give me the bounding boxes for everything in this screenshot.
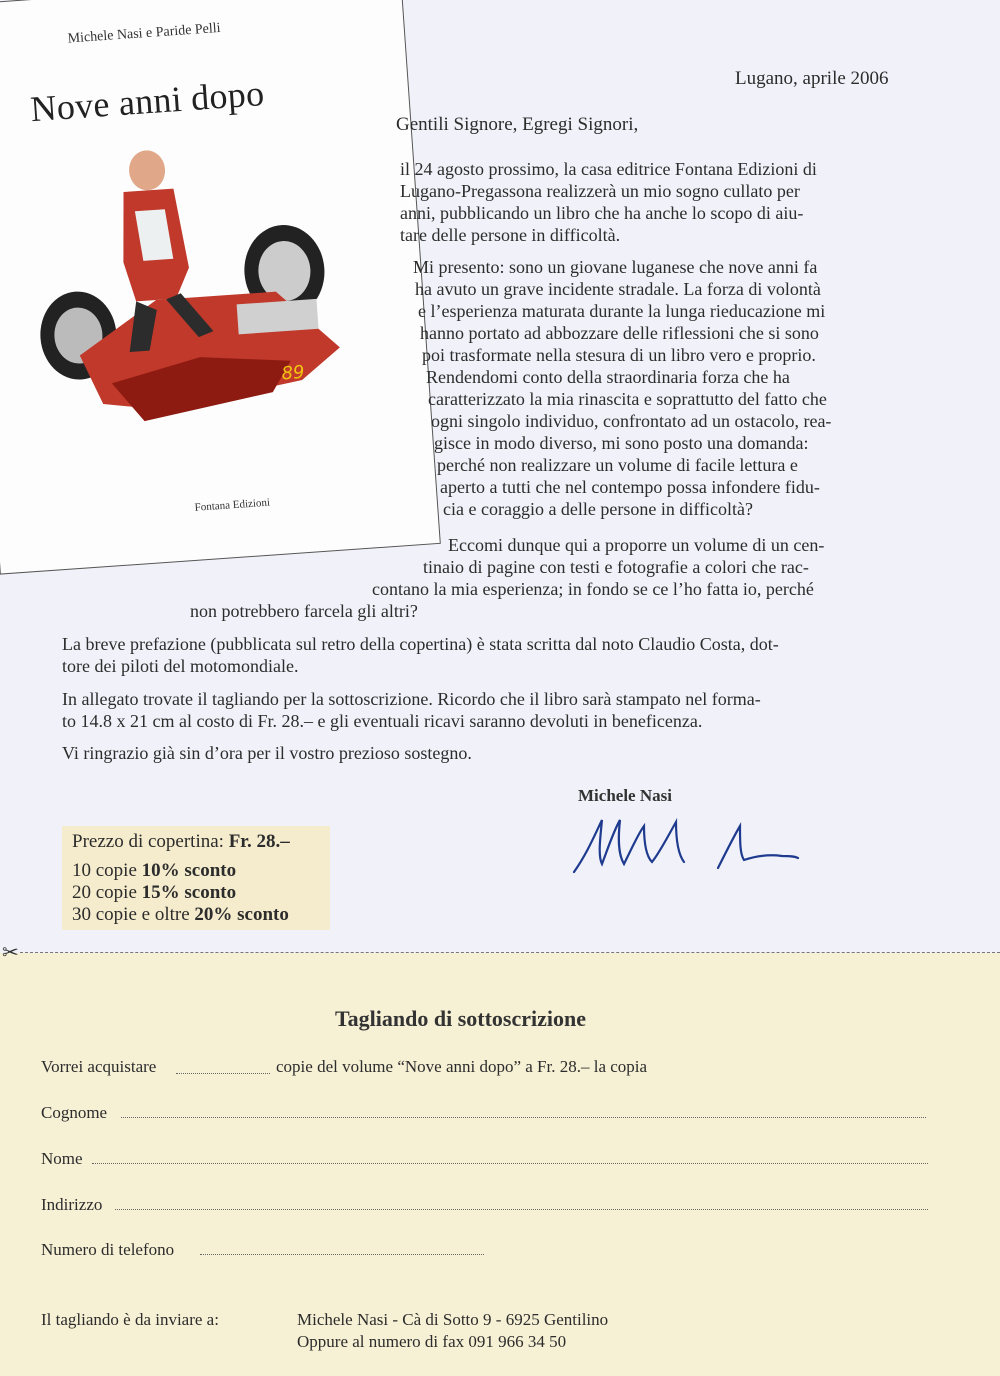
paragraph-6 [62, 742, 472, 764]
text-line: ogni singolo individuo, confrontato ad un ostacolo, rea- [431, 411, 832, 431]
discount-value: 15% sconto [141, 882, 237, 903]
address-field[interactable] [115, 1209, 928, 1210]
cover-publisher: Fontana Edizioni [194, 496, 271, 514]
letter-greeting: Gentili Signore, Egregi Signori, [396, 114, 639, 135]
send-address: Michele Nasi - Cà di Sotto 9 - 6925 Gentilino [297, 1310, 609, 1329]
letter-date: Lugano, aprile 2006 [735, 68, 889, 89]
motorcycle-rider-photo [26, 136, 367, 468]
text-line: La breve prefazione (pubblicata sul retro della copertina) è stata scritta dal noto Claudio Costa, dot- [62, 634, 779, 654]
text-line: tinaio di pagine con testi e fotografie a colori che rac- [423, 557, 809, 577]
send-fax: Oppure al numero di fax 091 966 34 50 [297, 1332, 567, 1351]
surname-label: Cognome [41, 1103, 108, 1122]
cover-title: Nove anni dopo [29, 73, 266, 130]
svg-text:89: 89 [280, 361, 306, 385]
text-line: contano la mia esperienza; in fondo se ce l’ho fatta io, perché [372, 579, 814, 599]
discount-qty: 30 copie e oltre [72, 904, 190, 925]
send-label: Il tagliando è da inviare a: [41, 1310, 219, 1329]
discount-row [72, 882, 236, 904]
scissors-icon: ✂ [2, 942, 19, 964]
text-line: poi trasformate nella stesura di un libro vero e proprio. [422, 345, 816, 365]
text-line: tare delle persone in difficoltà. [400, 225, 621, 245]
text-line: In allegato trovate il tagliando per la sottoscrizione. Ricordo che il libro sarà stampato nel forma- [62, 689, 761, 709]
text-line: aperto a tutti che nel contempo possa infondere fidu- [440, 477, 820, 497]
price-box [62, 826, 330, 930]
text-line: tore dei piloti del motomondiale. [62, 656, 299, 676]
paragraph-4 [62, 633, 779, 677]
coupon-title: Tagliando di sottoscrizione [335, 1006, 586, 1031]
handwritten-signature [568, 812, 808, 878]
book-cover [0, 0, 441, 575]
cut-line [20, 952, 1000, 953]
text-line: Lugano-Pregassona realizzerà un mio sogno cullato per [400, 181, 800, 201]
discount-qty: 10 copie [72, 860, 137, 881]
text-line: caratterizzato la mia rinascita e soprattutto del fatto che [428, 389, 827, 409]
text-line: cia e coraggio a delle persone in difficoltà? [443, 499, 754, 519]
cover-authors: Michele Nasi e Paride Pelli [67, 20, 222, 47]
cover-price-value: Fr. 28.– [228, 831, 290, 852]
text-line: Rendendomi conto della straordinaria forza che ha [426, 367, 790, 387]
text-line: gisce in modo diverso, mi sono posto una domanda: [434, 433, 809, 453]
text-line: perché non realizzare un volume di facile lettura e [437, 455, 798, 475]
text-line: anni, pubblicando un libro che ha anche lo scopo di aiu- [400, 203, 804, 223]
text-line: Mi presento: sono un giovane luganese che nove anni fa [413, 257, 818, 277]
name-field[interactable] [92, 1163, 928, 1164]
text-line: non potrebbero farcela gli altri? [190, 601, 418, 621]
text-line: to 14.8 x 21 cm al costo di Fr. 28.– e gli eventuali ricavi saranno devoluti in beneficenza. [62, 711, 703, 731]
cover-price-row [72, 831, 290, 853]
address-label: Indirizzo [41, 1195, 103, 1214]
cover-price-label: Prezzo di copertina: [72, 831, 224, 852]
text-line: il 24 agosto prossimo, la casa editrice Fontana Edizioni di [400, 159, 817, 179]
discount-row [72, 904, 289, 926]
text-line: Eccomi dunque qui a proporre un volume di un cen- [448, 535, 825, 555]
signature-name: Michele Nasi [578, 786, 672, 805]
phone-label: Numero di telefono [41, 1240, 175, 1259]
name-label: Nome [41, 1149, 83, 1168]
discount-value: 20% sconto [194, 904, 289, 925]
text-line: hanno portato ad abbozzare delle riflessioni che si sono [420, 323, 819, 343]
surname-field[interactable] [121, 1117, 926, 1118]
text-line: Vi ringrazio già sin d’ora per il vostro prezioso sostegno. [62, 743, 472, 763]
discount-qty: 20 copie [72, 882, 137, 903]
text-line: e l’esperienza maturata durante la lunga rieducazione mi [418, 301, 826, 321]
buy-suffix: copie del volume “Nove anni dopo” a Fr. 28.– la copia [276, 1057, 648, 1076]
buy-label: Vorrei acquistare [41, 1057, 157, 1076]
paragraph-5 [62, 688, 761, 732]
discount-value: 10% sconto [141, 860, 237, 881]
discount-row [72, 860, 236, 882]
paragraph-1 [400, 158, 905, 246]
phone-field[interactable] [200, 1254, 484, 1255]
quantity-field[interactable] [176, 1073, 270, 1074]
text-line: ha avuto un grave incidente stradale. La forza di volontà [415, 279, 821, 299]
